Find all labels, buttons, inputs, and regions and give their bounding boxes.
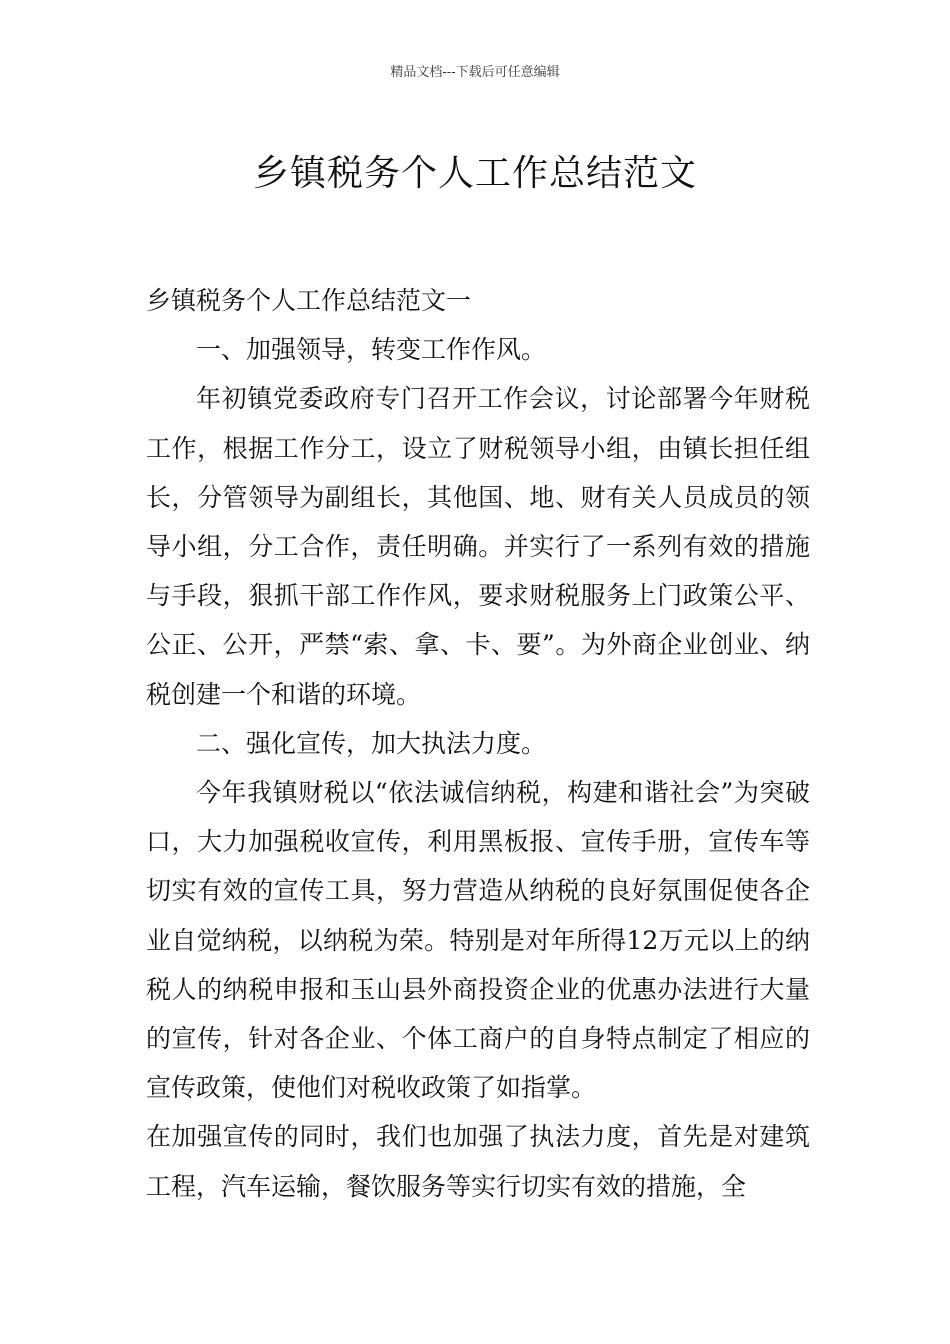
document-title: 乡镇税务个人工作总结范文 — [252, 153, 697, 195]
paragraph-heading-2: 二、强化宣传，加大执法力度。 — [196, 728, 547, 758]
page-header-note: 精品文档---下载后可任意编辑 — [390, 65, 560, 80]
section-heading: 乡镇税务个人工作总结范文一 — [146, 286, 472, 315]
paragraph-1: 年初镇党委政府专门召开工作会议，讨论部署今年财税工作，根据工作分工，设立了财税领导小组，由镇长担任组长，分管领导为副组长，其他国、地、财有关人员成员的领导小组，分工合作，责任明确。并实行了一系列有效的措施与手段，狠抓干部工作作风，要求财税服务上门政策公平、公正、公开，严禁“索、拿、卡、要”。为外商企业创业、纳税创建一个和谐的环境。 — [146, 384, 810, 709]
paragraph-3: 在加强宣传的同时，我们也加强了执法力度，首先是对建筑工程，汽车运输，餐饮服务等实行切实有效的措施，全 — [146, 1122, 810, 1201]
document-body — [146, 276, 810, 1211]
paragraph-2: 今年我镇财税以“依法诚信纳税，构建和谐社会”为突破口，大力加强税收宣传，利用黑板报、宣传手册，宣传车等切实有效的宣传工具，努力营造从纳税的良好氛围促使各企业自觉纳税，以纳税为荣。特别是对年所得12万元以上的纳税人的纳税申报和玉山县外商投资企业的优惠办法进行大量的宣传，针对各企业、个体工商户的自身特点制定了相应的宣传政策，使他们对税收政策了如指掌。 — [146, 778, 810, 1103]
paragraph-heading-1: 一、加强领导，转变工作作风。 — [196, 335, 547, 365]
